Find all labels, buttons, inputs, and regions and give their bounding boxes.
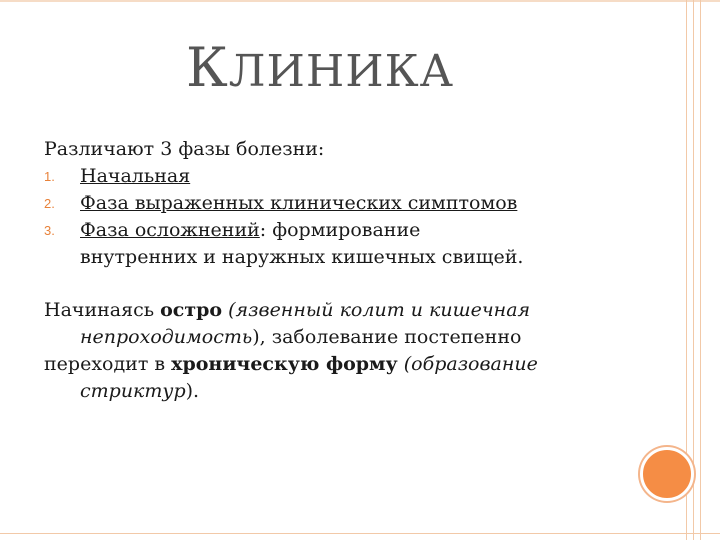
frame-line-bottom [0, 533, 720, 534]
paragraph-line [44, 297, 644, 324]
paragraph-line [44, 378, 644, 405]
bold-term: хроническую форму [171, 353, 398, 375]
phase-label: Фаза осложнений [80, 219, 260, 241]
title-rest: ЛИНИКА [228, 46, 454, 97]
frame-line-top [0, 0, 720, 2]
list-item [44, 163, 644, 190]
list-number: 1. [44, 169, 55, 184]
title-initial: К [185, 36, 229, 99]
bold-term: остро [160, 299, 223, 321]
list-number: 2. [44, 196, 55, 211]
italic-note: (язвенный колит и кишечная [222, 299, 531, 321]
phase-detail: : формирование [259, 219, 421, 241]
list-number: 3. [44, 223, 55, 238]
text-run: ). [185, 380, 200, 402]
frame-line-right [693, 0, 694, 540]
paragraph-line [44, 324, 644, 351]
italic-note: непроходимость [80, 326, 253, 348]
italic-note: стриктур [80, 380, 186, 402]
list-item [44, 190, 644, 217]
phase-detail-continuation: внутренних и наружных кишечных свищей. [80, 246, 524, 268]
intro-line: Различают 3 фазы болезни: [44, 138, 325, 160]
slide-title [0, 36, 640, 99]
slide-body [44, 136, 644, 405]
text-run: Начинаясь [44, 299, 161, 321]
text-run: ), заболевание постепенно [252, 326, 522, 348]
phase-label: Фаза выраженных клинических симптомов [80, 192, 518, 214]
text-run: переходит в [44, 353, 172, 375]
decorative-circle-icon [640, 447, 694, 501]
paragraph [44, 297, 644, 405]
italic-note: (образование [397, 353, 538, 375]
list-item [44, 217, 644, 244]
frame-line-right [700, 0, 701, 540]
phase-label: Начальная [80, 165, 191, 187]
paragraph-line [44, 351, 644, 378]
